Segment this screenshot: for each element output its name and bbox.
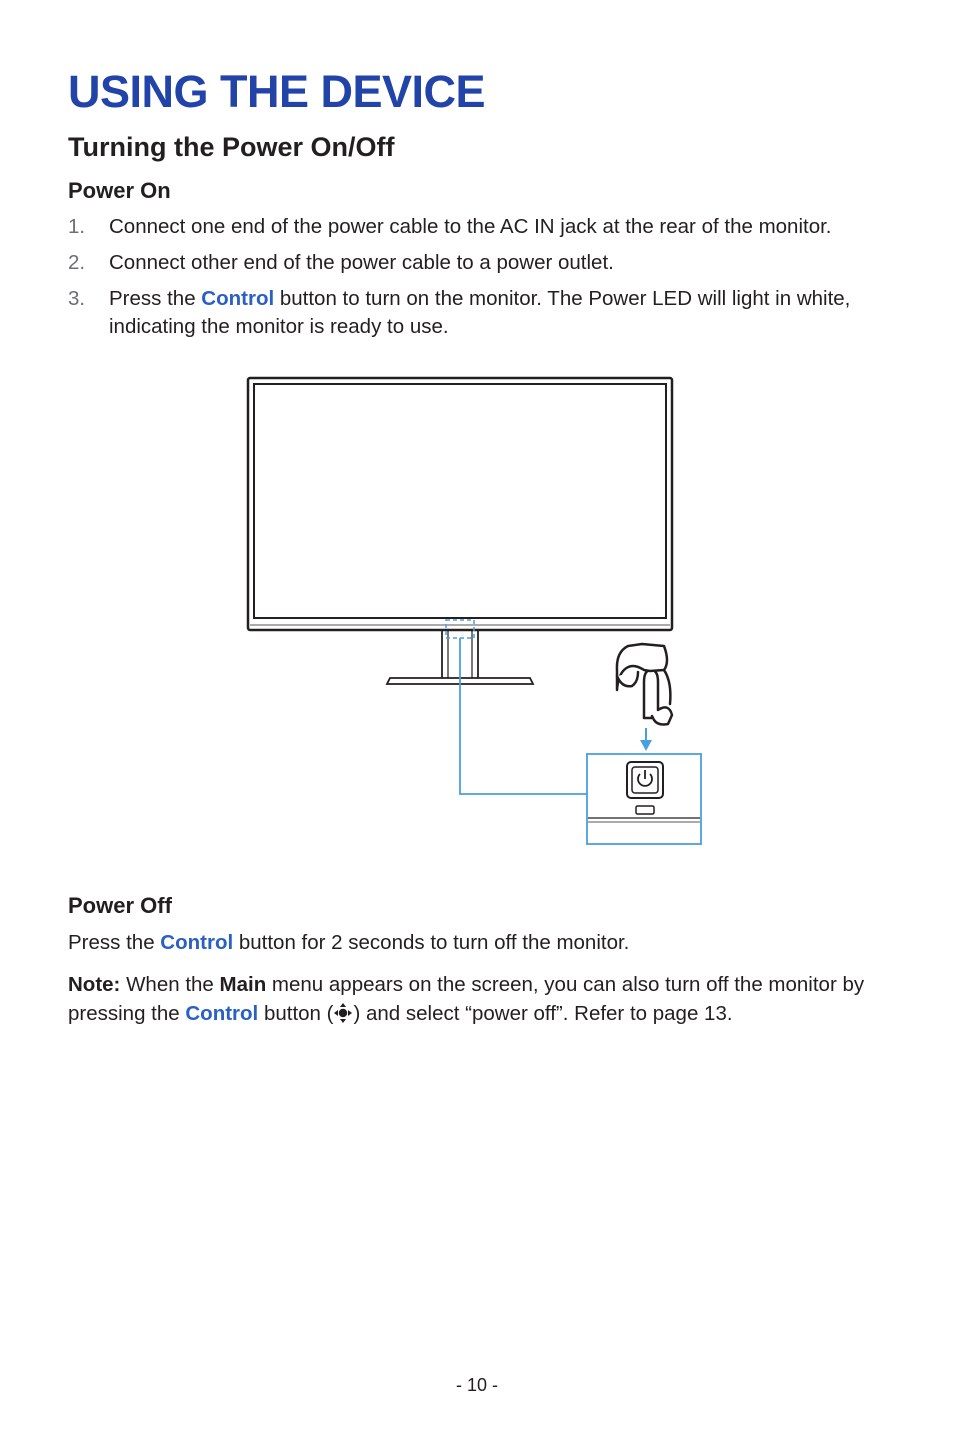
page-title: USING THE DEVICE — [68, 66, 486, 117]
arrow-down-icon — [640, 728, 652, 751]
power-on-heading: Power On — [68, 178, 171, 203]
step-text-before: Press the — [109, 287, 202, 310]
control-term: Control — [185, 1002, 259, 1025]
power-on-steps — [68, 213, 898, 349]
control-button-zoom — [587, 754, 701, 844]
step-number: 2. — [68, 251, 86, 274]
list-item — [68, 213, 898, 241]
step-text-after: button to turn on the monitor. The Power LED will light in white, indicating the monitor is ready to use. — [109, 287, 851, 338]
step-number: 1. — [68, 215, 86, 238]
section-title: Turning the Power On/Off — [68, 132, 395, 162]
power-off-heading: Power Off — [68, 893, 172, 918]
step-text: Connect one end of the power cable to the AC IN jack at the rear of the monitor. — [109, 215, 832, 238]
note-text: When the — [120, 973, 220, 996]
monitor-illustration — [240, 370, 720, 860]
joystick-control-icon — [333, 1002, 353, 1024]
callout-line — [460, 638, 587, 794]
note-text: button ( — [258, 1002, 334, 1025]
list-item — [68, 249, 898, 277]
note-label: Note: — [68, 973, 121, 996]
main-menu-term: Main — [219, 973, 267, 996]
step-text: Connect other end of the power cable to a power outlet. — [109, 251, 614, 274]
control-term: Control — [160, 931, 234, 954]
page-number: - 10 - — [455, 1375, 498, 1395]
note-text: ) and select “power off”. Refer to page 13. — [353, 1002, 733, 1025]
step-number: 3. — [68, 287, 86, 310]
list-item — [68, 285, 898, 341]
power-off-text — [68, 928, 898, 957]
control-term: Control — [201, 287, 275, 310]
step-text — [109, 285, 898, 341]
power-off-text-after: button for 2 seconds to turn off the monitor. — [233, 931, 630, 954]
power-off-text-before: Press the — [68, 931, 161, 954]
pointing-hand-icon — [617, 644, 672, 725]
note-paragraph — [68, 970, 898, 1028]
note-text: menu appears on the screen, you can also turn off the monitor by pressing the — [68, 973, 865, 1025]
